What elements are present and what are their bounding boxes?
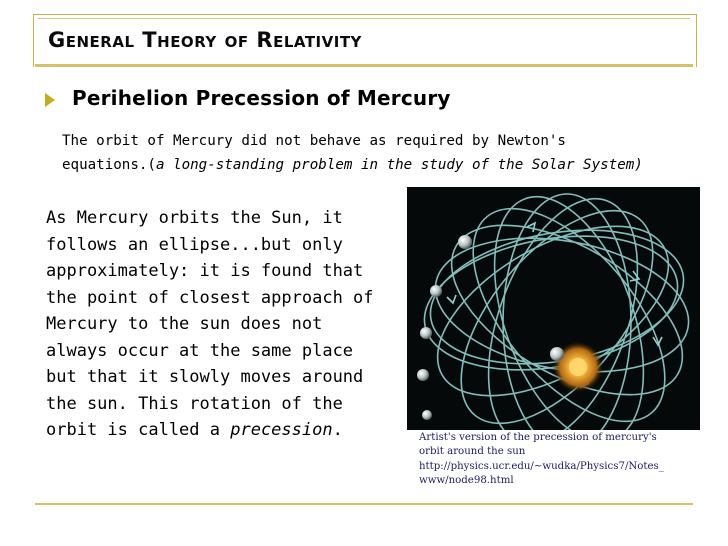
orbit-illustration bbox=[407, 187, 700, 430]
body-line: the point of closest approach of bbox=[46, 287, 374, 308]
intro-line-2-prefix: equations.( bbox=[62, 157, 156, 173]
mercury-precession-image bbox=[407, 187, 700, 430]
body-line: As Mercury orbits the Sun, it bbox=[46, 208, 343, 228]
title-rule bbox=[35, 64, 693, 67]
caption-url-line: http://physics.ucr.edu/~wudka/Physics7/Notes_ bbox=[419, 460, 664, 472]
bottom-rule bbox=[35, 503, 693, 505]
slide-subheading: Perihelion Precession of Mercury bbox=[72, 86, 451, 110]
body-last-prefix: orbit is called a bbox=[46, 420, 231, 440]
orbit-ellipses bbox=[410, 187, 700, 430]
body-paragraph bbox=[46, 205, 391, 444]
body-line-last bbox=[46, 417, 391, 444]
intro-paragraph bbox=[62, 129, 712, 177]
square-bullet-icon bbox=[45, 93, 55, 107]
body-line: Mercury to the sun does not bbox=[46, 314, 323, 334]
intro-line-2-italic: a long-standing problem in the study of the Solar System) bbox=[155, 157, 643, 173]
body-last-italic: precession bbox=[230, 420, 333, 440]
caption-url-line: www/node98.html bbox=[419, 474, 514, 486]
body-line: but that it slowly moves around bbox=[46, 367, 364, 387]
body-line: the sun. This rotation of the bbox=[46, 393, 343, 414]
body-line: always occur at the same place bbox=[46, 340, 354, 361]
body-line: approximately: it is found that bbox=[46, 261, 364, 281]
caption-line: orbit around the sun bbox=[419, 446, 526, 458]
body-line: follows an ellipse...but only bbox=[46, 234, 343, 255]
sun-core bbox=[569, 358, 587, 376]
intro-line-1: The orbit of Mercury did not behave as required by Newton's bbox=[62, 133, 566, 149]
caption-line: Artist's version of the precession of mercury's bbox=[419, 432, 657, 443]
intro-line-2 bbox=[62, 153, 712, 177]
slide-title: General Theory of Relativity bbox=[48, 28, 362, 52]
body-last-suffix: . bbox=[332, 420, 343, 440]
image-caption bbox=[419, 431, 699, 488]
